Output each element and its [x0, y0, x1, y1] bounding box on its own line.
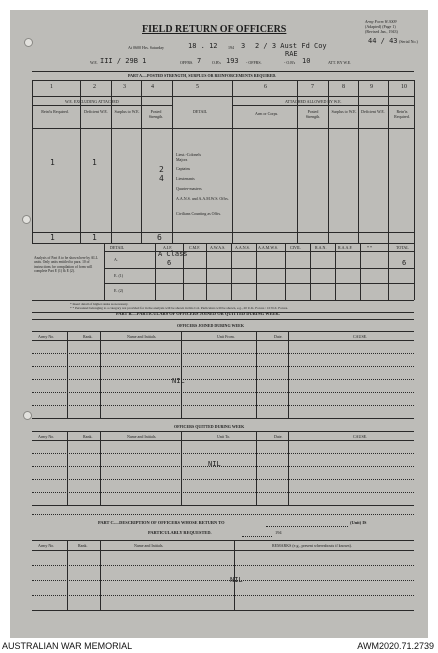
aif-class: A Class: [158, 250, 188, 258]
att-label: ATT. BY W.E.: [328, 60, 352, 65]
quitted-column: Date.: [274, 434, 283, 439]
col-number: 2: [93, 84, 96, 90]
ob-value: 193: [226, 57, 239, 65]
unit-sub-name: RAE: [285, 50, 298, 58]
joined-nil: NIL: [172, 377, 185, 385]
sub-header: Rein'ts Required.: [394, 109, 410, 119]
part-c-nil: NIL: [230, 576, 243, 584]
analysis-row: A.: [114, 257, 118, 262]
sub-header: Rein'ts Required.: [41, 109, 69, 114]
we-label: W.E.: [90, 60, 98, 65]
sub-header: Surplus to W.E.: [114, 109, 140, 114]
rank-label: Majors: [176, 157, 188, 162]
col-number: 6: [264, 84, 267, 90]
sub-header: Arm or Corps.: [255, 111, 279, 116]
analysis-total: 6: [402, 259, 407, 267]
analysis-column: A.I.F.: [163, 245, 173, 250]
analysis-column: * *: [367, 245, 372, 250]
part-c-column: REMARKS (e.g., present whereabouts if known).: [272, 543, 352, 548]
footnote-2: * * Personnel belonging to a category not provided for in the analysis will be shown in this Col. Particulars will be shown, e.g., 20 U.K. Forces : 10 N.Z. Forces.: [70, 306, 289, 310]
punch-hole-top: [24, 38, 33, 47]
rank-label: Captains: [176, 166, 190, 171]
form-sheet: [10, 10, 428, 638]
offrs-value: 7: [197, 57, 202, 65]
joined-title: OFFICERS JOINED DURING WEEK: [177, 323, 244, 328]
punch-hole-bottom: [23, 411, 32, 420]
joined-column: Date.: [274, 334, 283, 339]
part-c-column: Rank.: [78, 543, 88, 548]
part-c-year: 194: [275, 530, 282, 535]
quitted-column: Rank.: [83, 434, 93, 439]
footer-left: AUSTRALIAN WAR MEMORIAL: [2, 641, 133, 651]
rank-label: Lieut.-Colonels: [176, 152, 201, 157]
analysis-column: A.W.A.S.: [210, 245, 226, 250]
attached-allowed-header: ATTACHED ALLOWED BY W.E.: [285, 99, 342, 104]
joined-column: Unit From.: [217, 334, 235, 339]
part-a-title: PART A.—POSTED STRENGTH, SURPLUS OR REINFORCEMENTS REQUIRED.: [128, 73, 277, 78]
sub-header: Posted Strength.: [305, 109, 321, 119]
revised-label: (Revised Jan., 1943): [365, 29, 398, 34]
joined-column: CAUSE.: [353, 334, 368, 339]
army-form-label: Army Form W.3009: [365, 19, 397, 24]
return-date: 18 . 12: [188, 42, 218, 50]
col-number: 1: [50, 84, 53, 90]
punch-hole-middle: [22, 215, 31, 224]
rank-label: Civilians Counting as Offrs.: [176, 211, 222, 216]
offrs-label: OFFRS.: [180, 60, 194, 65]
part-c-column: Army No.: [38, 543, 55, 548]
serial-label: (Serial No.): [399, 39, 418, 44]
quitted-column: CAUSE.: [353, 434, 368, 439]
year-label: 194: [228, 45, 234, 50]
at-hours-label: At 0600 Hrs. Saturday: [128, 45, 164, 50]
ob-label: O.B's: [212, 60, 221, 65]
sub-header: Posted Strength.: [148, 109, 164, 119]
joined-column: Rank.: [83, 334, 93, 339]
form-title: FIELD RETURN OF OFFICERS: [142, 24, 287, 35]
total-col2: 1: [92, 233, 97, 242]
analysis-row: E. (1): [114, 273, 124, 278]
adapted-label: (Adapted) (Page 1): [365, 24, 396, 29]
captains-value: 2: [159, 165, 164, 174]
analysis-column: A.A.N.S.: [235, 245, 250, 250]
part-c-column: Name and Initials.: [134, 543, 164, 548]
lieutenants-value: 4: [159, 174, 164, 183]
we-value: III / 29B 1: [100, 57, 147, 65]
rank-label: Lieutenants: [176, 176, 195, 181]
total-col4: 6: [157, 233, 162, 242]
we-excluding-header: W.E. EXCLUDING ATTACHED: [65, 99, 119, 104]
analysis-column: R.A.N.: [315, 245, 327, 250]
joined-column: Army No.: [38, 334, 55, 339]
unit-name: 2 / 3 Aust Fd Coy: [255, 42, 327, 50]
sub-header: Surplus to W.E.: [331, 109, 357, 114]
part-c-requested: PARTICULARLY REQUESTED.: [148, 530, 212, 535]
col-number: 9: [370, 84, 373, 90]
total-col1: 1: [50, 233, 55, 242]
part-b-title: PART B.—PARTICULARS OF OFFICERS JOINED OR QUITTED DURING WEEK.: [116, 311, 280, 316]
rank-label: A.A.N.S. and A.A.M.W.S. Offrs.: [176, 196, 229, 201]
analysis-column: A.A.M.W.S.: [258, 245, 278, 250]
col-number: 5: [196, 84, 199, 90]
analysis-row: E. (2): [114, 288, 124, 293]
analysis-column: R.A.A.F.: [338, 245, 353, 250]
year-value: 3: [241, 42, 246, 50]
serial-number: 44 / 43: [368, 37, 398, 45]
footer-right: AWM2020.71.2739: [357, 641, 434, 651]
analysis-column: CIVIL: [290, 245, 301, 250]
quitted-column: Army No.: [38, 434, 55, 439]
quitted-title: OFFICERS QUITTED DURING WEEK: [174, 424, 245, 429]
footnote-1: * Insert detail of higher ranks as necessary.: [70, 302, 129, 306]
aif-value: 6: [167, 259, 172, 267]
analysis-description: Analysis of Part A to be shown here by ALL units. Only units entitled to para. 10 of instructions for compilation of form will complete Part E (1) & E (2).: [34, 256, 98, 274]
deficient-we-value: 1: [92, 158, 97, 167]
joined-column: Name and Initials.: [127, 334, 157, 339]
col-number: 8: [342, 84, 345, 90]
quitted-nil: NIL: [208, 460, 221, 468]
col-number: 10: [401, 84, 407, 90]
col-number: 4: [151, 84, 154, 90]
analysis-column: C.M.F.: [189, 245, 201, 250]
part-c-title: PART C.—DESCRIPTION OF OFFICERS WHOSE RETURN TO: [98, 520, 225, 525]
ob2-label: - O.B's: [284, 60, 296, 65]
detail-header: DETAIL: [193, 109, 208, 114]
reinforcements-required-value: 1: [50, 158, 55, 167]
ob2-value: 10: [302, 57, 311, 65]
sub-header: Deficient W.E.: [361, 109, 385, 114]
analysis-detail-label: DETAIL: [110, 245, 125, 250]
col-number: 7: [311, 84, 314, 90]
part-c-unit-is: (Unit) IS: [350, 520, 367, 525]
quitted-column: Name and Initials.: [127, 434, 157, 439]
offrs2-label: - OFFRS.: [246, 60, 262, 65]
sub-header: Deficient W.E.: [84, 109, 108, 114]
rank-label: Quarter-masters: [176, 186, 202, 191]
analysis-column: TOTAL: [396, 245, 409, 250]
quitted-column: Unit To.: [217, 434, 231, 439]
col-number: 3: [123, 84, 126, 90]
